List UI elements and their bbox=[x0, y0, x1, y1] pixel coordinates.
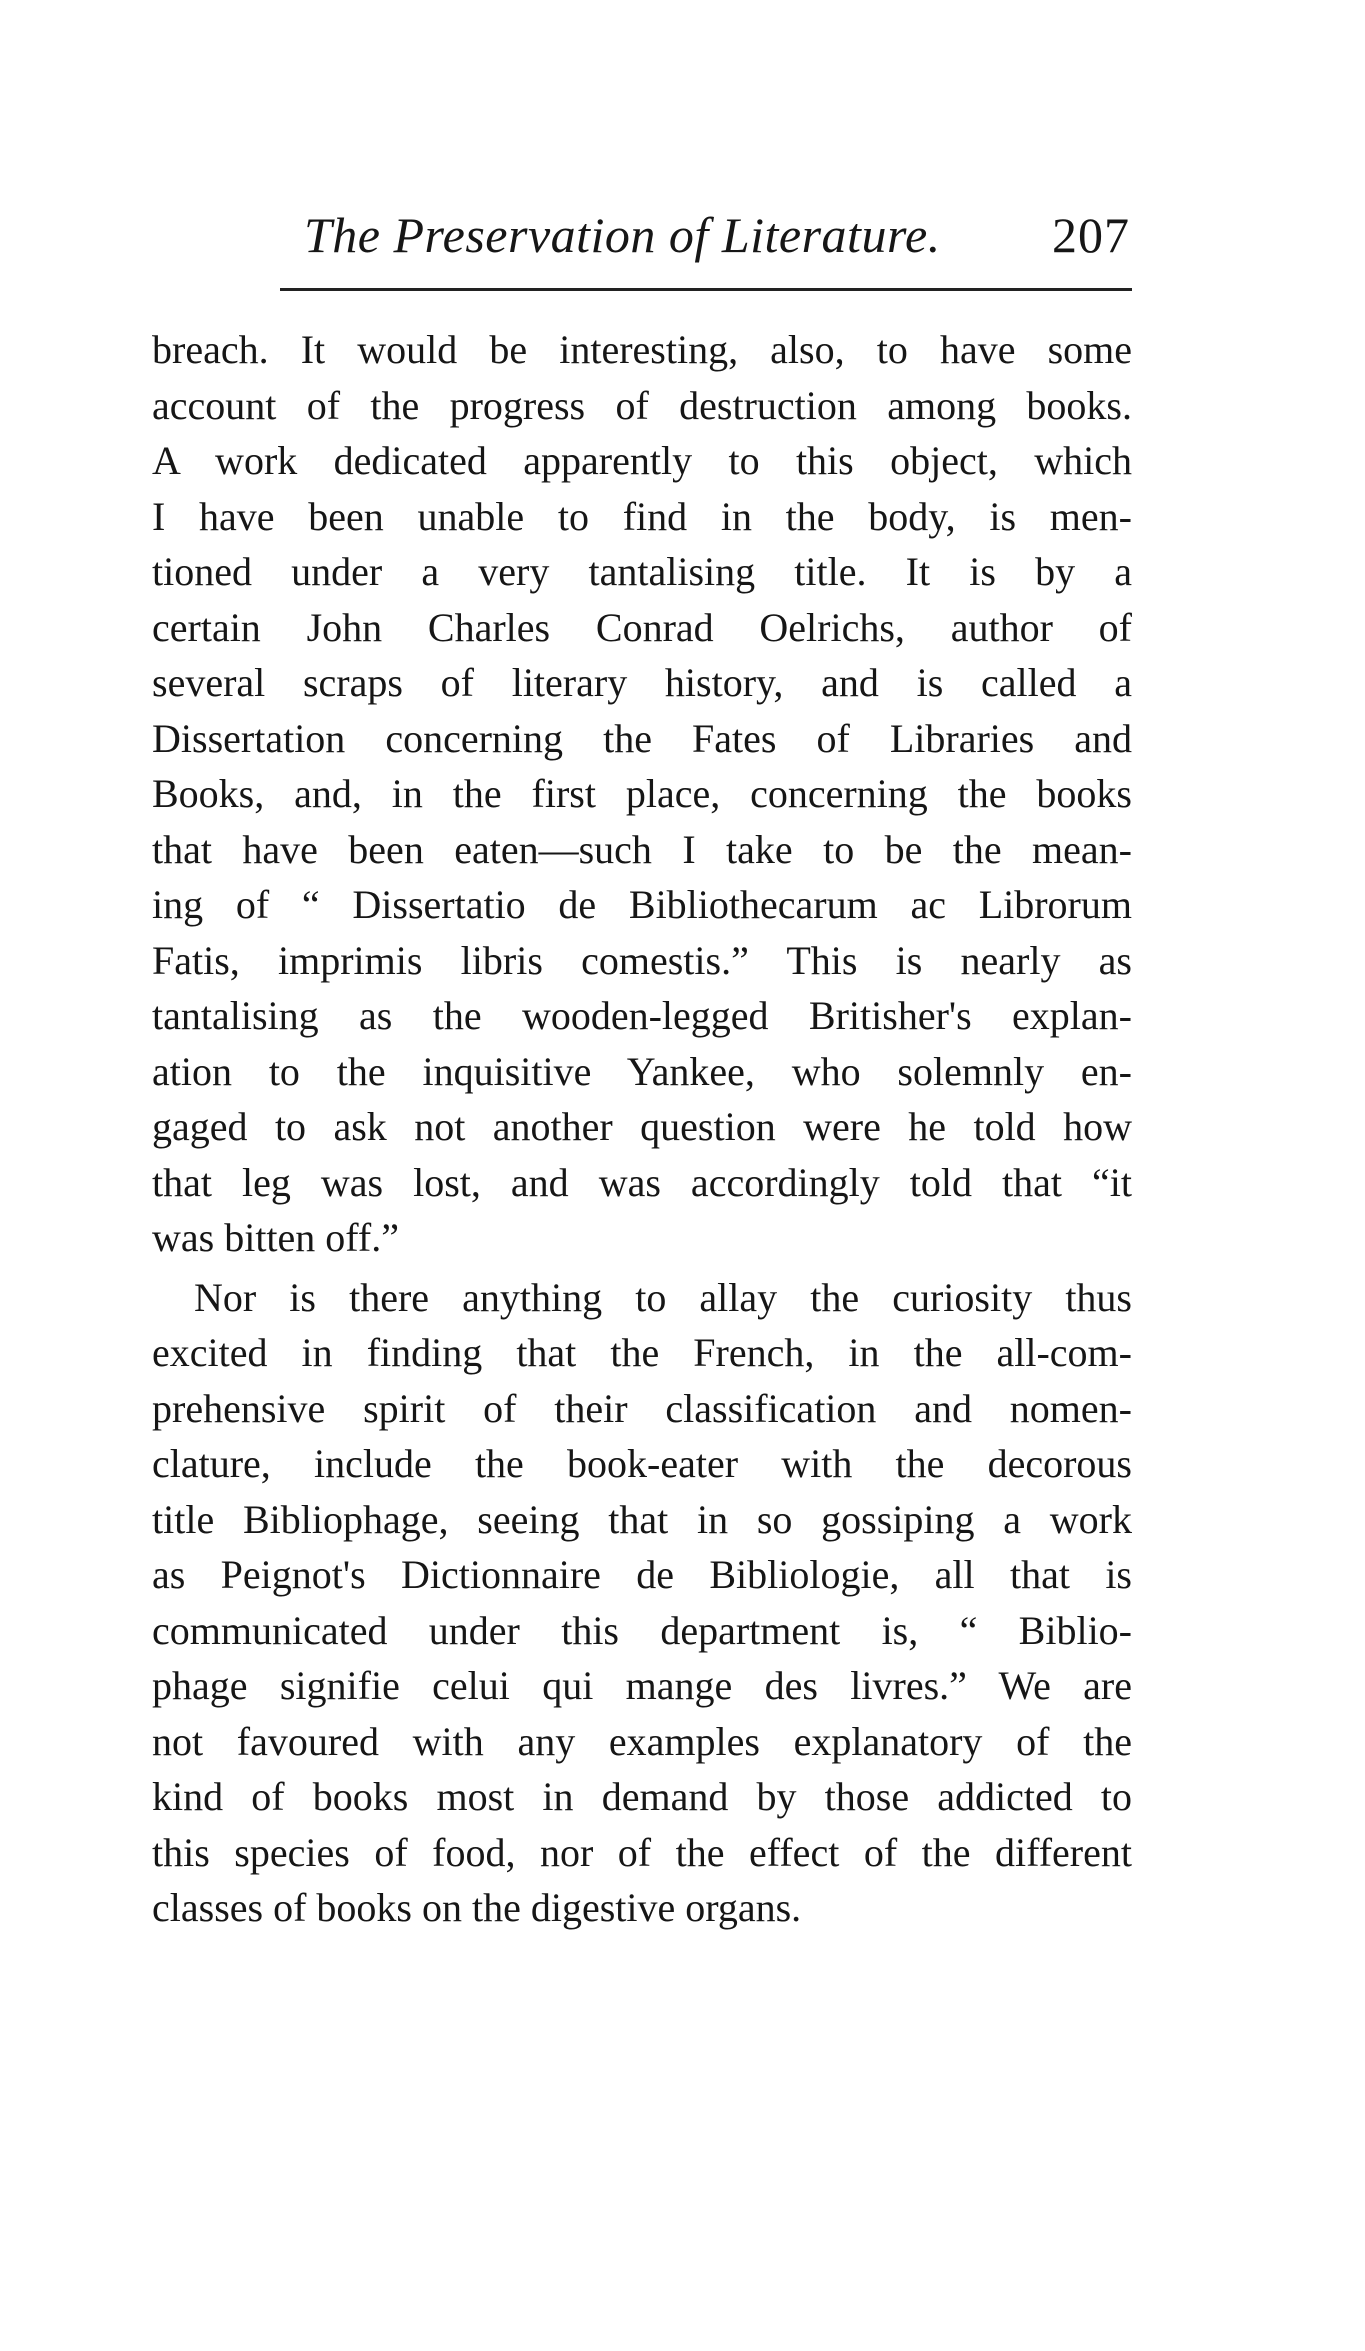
header-rule bbox=[280, 288, 1132, 291]
text-line: several scraps of literary history, and is called a bbox=[152, 660, 1132, 705]
text-line: excited in finding that the French, in the all-com- bbox=[152, 1330, 1132, 1375]
text-line: classes of books on the digestive organs. bbox=[152, 1885, 802, 1930]
text-line: prehensive spirit of their classification and nomen- bbox=[152, 1385, 1132, 1431]
running-head bbox=[280, 200, 1130, 270]
text-line: clature, include the book-eater with the decorous bbox=[152, 1441, 1132, 1486]
text-line: not favoured with any examples explanatory of the bbox=[152, 1718, 1132, 1764]
paragraph bbox=[152, 1270, 1132, 1936]
text-line: title Bibliophage, seeing that in so gossiping a work bbox=[152, 1496, 1132, 1542]
text-line: I have been unable to find in the body, is men- bbox=[152, 493, 1132, 539]
text-line: certain John Charles Conrad Oelrichs, author of bbox=[152, 604, 1132, 650]
text-line: Nor is there anything to allay the curiosity thus bbox=[194, 1274, 1132, 1320]
text-line: that have been eaten—such I take to be the mean- bbox=[152, 826, 1132, 872]
text-line: ing of “ Dissertatio de Bibliothecarum ac Librorum bbox=[152, 882, 1132, 927]
text-line: Fatis, imprimis libris comestis.” This is nearly as bbox=[152, 937, 1132, 983]
text-line: phage signifie celui qui mange des livres.” We are bbox=[152, 1663, 1132, 1708]
text-line: Dissertation concerning the Fates of Libraries and bbox=[152, 715, 1132, 761]
text-line: breach. It would be interesting, also, to have some bbox=[152, 327, 1132, 372]
text-line: tioned under a very tantalising title. It is by a bbox=[152, 549, 1132, 594]
text-line: tantalising as the wooden-legged Britisher's explan- bbox=[152, 993, 1132, 1038]
text-line: was bitten off.” bbox=[152, 1215, 399, 1260]
running-title: The Preservation of Literature. bbox=[304, 207, 941, 263]
text-line: A work dedicated apparently to this object, which bbox=[152, 438, 1132, 483]
text-line: Books, and, in the first place, concerning the books bbox=[152, 771, 1132, 816]
text-line: gaged to ask not another question were he told how bbox=[152, 1104, 1132, 1149]
text-line: communicated under this department is, “ Biblio- bbox=[152, 1607, 1132, 1653]
text-line: this species of food, nor of the effect of the different bbox=[152, 1829, 1132, 1875]
text-line: account of the progress of destruction among books. bbox=[152, 382, 1132, 428]
text-line: as Peignot's Dictionnaire de Bibliologie, all that is bbox=[152, 1552, 1132, 1597]
paragraph bbox=[152, 322, 1132, 1266]
page-number: 207 bbox=[1052, 207, 1130, 263]
body-text bbox=[152, 322, 1132, 1936]
text-line: ation to the inquisitive Yankee, who solemnly en- bbox=[152, 1048, 1132, 1094]
text-line: kind of books most in demand by those addicted to bbox=[152, 1774, 1132, 1819]
text-line: that leg was lost, and was accordingly told that “it bbox=[152, 1159, 1132, 1205]
